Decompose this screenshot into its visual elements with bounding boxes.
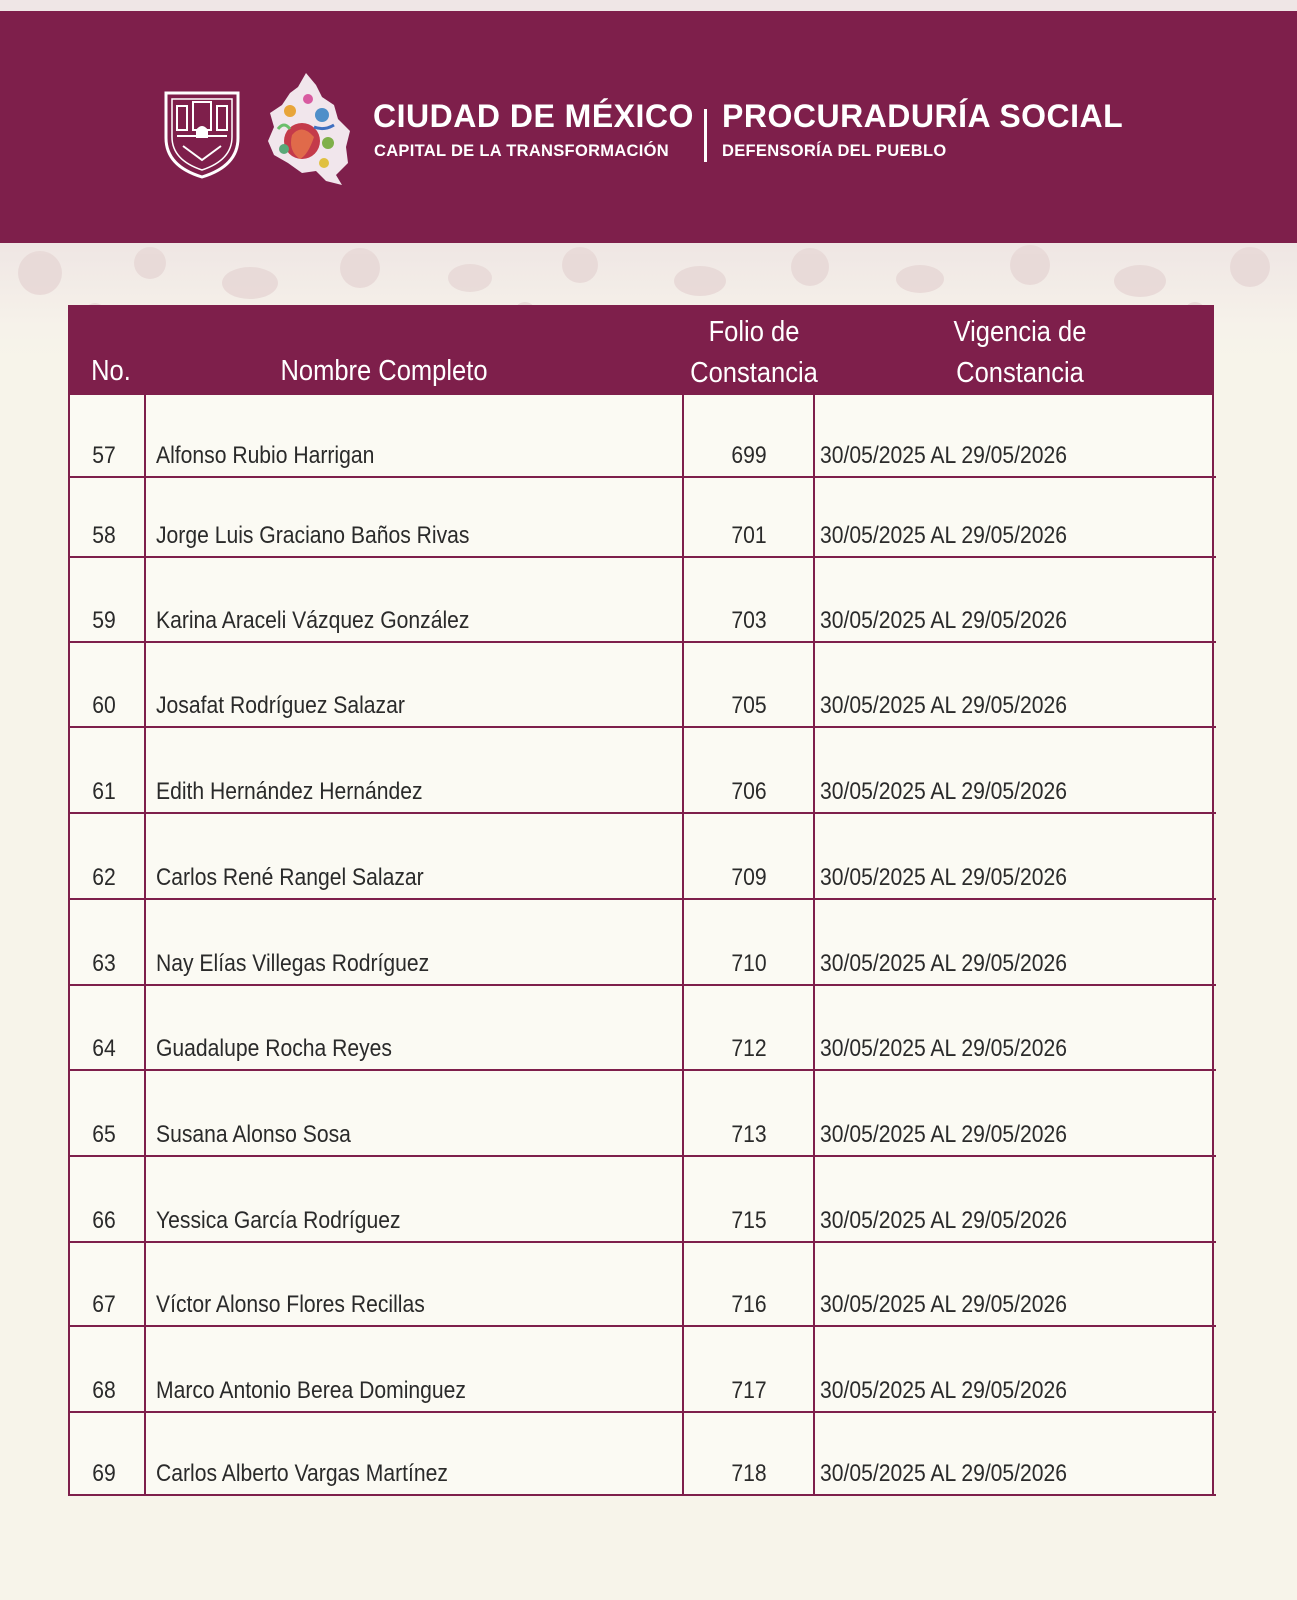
- row-full-name: Guadalupe Rocha Reyes: [156, 1035, 392, 1062]
- row-number: 62: [92, 864, 116, 891]
- row-divider: [68, 1241, 1216, 1243]
- row-folio: 705: [731, 692, 767, 719]
- row-full-name: Yessica García Rodríguez: [156, 1207, 401, 1234]
- row-folio: 715: [731, 1207, 767, 1234]
- brand-divider: [704, 109, 707, 162]
- row-divider: [68, 1494, 1216, 1496]
- row-full-name: Susana Alonso Sosa: [156, 1121, 351, 1148]
- row-divider: [68, 726, 1216, 728]
- row-full-name: Marco Antonio Berea Dominguez: [156, 1377, 466, 1404]
- top-decorative-strip: [0, 0, 1297, 11]
- row-vigencia: 30/05/2025 AL 29/05/2026: [820, 1207, 1068, 1234]
- row-folio: 717: [731, 1377, 767, 1404]
- row-number: 69: [92, 1460, 116, 1487]
- row-divider: [68, 812, 1216, 814]
- brand-subtitle-right: DEFENSORÍA DEL PUEBLO: [722, 142, 947, 160]
- column-header-vigencia: [914, 312, 1125, 394]
- column-divider: [813, 395, 815, 1496]
- row-number: 68: [92, 1377, 116, 1404]
- row-folio: 710: [731, 950, 767, 977]
- row-number: 66: [92, 1207, 116, 1234]
- column-header-folio-line1: Folio de: [708, 316, 800, 348]
- row-folio: 713: [731, 1121, 767, 1148]
- row-vigencia: 30/05/2025 AL 29/05/2026: [820, 1035, 1068, 1062]
- cdmx-shield-icon: [163, 90, 241, 180]
- row-vigencia: 30/05/2025 AL 29/05/2026: [820, 442, 1068, 469]
- row-divider: [68, 641, 1216, 643]
- row-full-name: Víctor Alonso Flores Recillas: [156, 1291, 425, 1318]
- row-folio: 699: [731, 442, 767, 469]
- brand-title-right: PROCURADURÍA SOCIAL: [722, 98, 1124, 134]
- row-full-name: Jorge Luis Graciano Baños Rivas: [156, 522, 470, 549]
- row-vigencia: 30/05/2025 AL 29/05/2026: [820, 778, 1068, 805]
- column-header-name: Nombre Completo: [280, 355, 488, 387]
- row-full-name: Josafat Rodríguez Salazar: [156, 692, 405, 719]
- row-number: 58: [92, 522, 116, 549]
- row-divider: [68, 556, 1216, 558]
- row-full-name: Karina Araceli Vázquez González: [156, 607, 470, 634]
- row-vigencia: 30/05/2025 AL 29/05/2026: [820, 1291, 1068, 1318]
- row-full-name: Carlos Alberto Vargas Martínez: [156, 1460, 448, 1487]
- row-divider: [68, 1069, 1216, 1071]
- row-divider: [68, 476, 1216, 478]
- row-folio: 716: [731, 1291, 767, 1318]
- row-number: 63: [92, 950, 116, 977]
- row-full-name: Nay Elías Villegas Rodríguez: [156, 950, 430, 977]
- row-folio: 718: [731, 1460, 767, 1487]
- row-folio: 712: [731, 1035, 767, 1062]
- row-number: 59: [92, 607, 116, 634]
- row-folio: 703: [731, 607, 767, 634]
- row-full-name: Carlos René Rangel Salazar: [156, 864, 424, 891]
- column-divider: [682, 395, 684, 1496]
- column-header-folio-line2: Constancia: [690, 357, 818, 389]
- row-vigencia: 30/05/2025 AL 29/05/2026: [820, 864, 1068, 891]
- column-divider: [144, 395, 146, 1496]
- column-header-vigencia-line1: Vigencia de: [953, 316, 1087, 348]
- row-vigencia: 30/05/2025 AL 29/05/2026: [820, 607, 1068, 634]
- row-divider: [68, 984, 1216, 986]
- row-vigencia: 30/05/2025 AL 29/05/2026: [820, 1377, 1068, 1404]
- column-header-no: No.: [91, 355, 131, 387]
- row-full-name: Alfonso Rubio Harrigan: [156, 442, 375, 469]
- row-number: 61: [92, 778, 116, 805]
- row-divider: [68, 1155, 1216, 1157]
- row-number: 60: [92, 692, 116, 719]
- row-divider: [68, 1325, 1216, 1327]
- brand-subtitle-left: CAPITAL DE LA TRANSFORMACIÓN: [374, 142, 669, 160]
- row-number: 57: [92, 442, 116, 469]
- row-folio: 709: [731, 864, 767, 891]
- row-vigencia: 30/05/2025 AL 29/05/2026: [820, 522, 1068, 549]
- cdmx-map-heart-icon: [264, 71, 354, 187]
- row-full-name: Edith Hernández Hernández: [156, 778, 423, 805]
- column-header-vigencia-line2: Constancia: [956, 357, 1084, 389]
- row-divider: [68, 1411, 1216, 1413]
- row-folio: 706: [731, 778, 767, 805]
- row-vigencia: 30/05/2025 AL 29/05/2026: [820, 692, 1068, 719]
- column-header-folio: [666, 312, 842, 394]
- row-number: 65: [92, 1121, 116, 1148]
- row-number: 67: [92, 1291, 116, 1318]
- row-divider: [68, 898, 1216, 900]
- row-vigencia: 30/05/2025 AL 29/05/2026: [820, 1460, 1068, 1487]
- row-number: 64: [92, 1035, 116, 1062]
- row-vigencia: 30/05/2025 AL 29/05/2026: [820, 950, 1068, 977]
- brand-title-left: CIUDAD DE MÉXICO: [373, 98, 694, 134]
- row-vigencia: 30/05/2025 AL 29/05/2026: [820, 1121, 1068, 1148]
- row-folio: 701: [731, 522, 767, 549]
